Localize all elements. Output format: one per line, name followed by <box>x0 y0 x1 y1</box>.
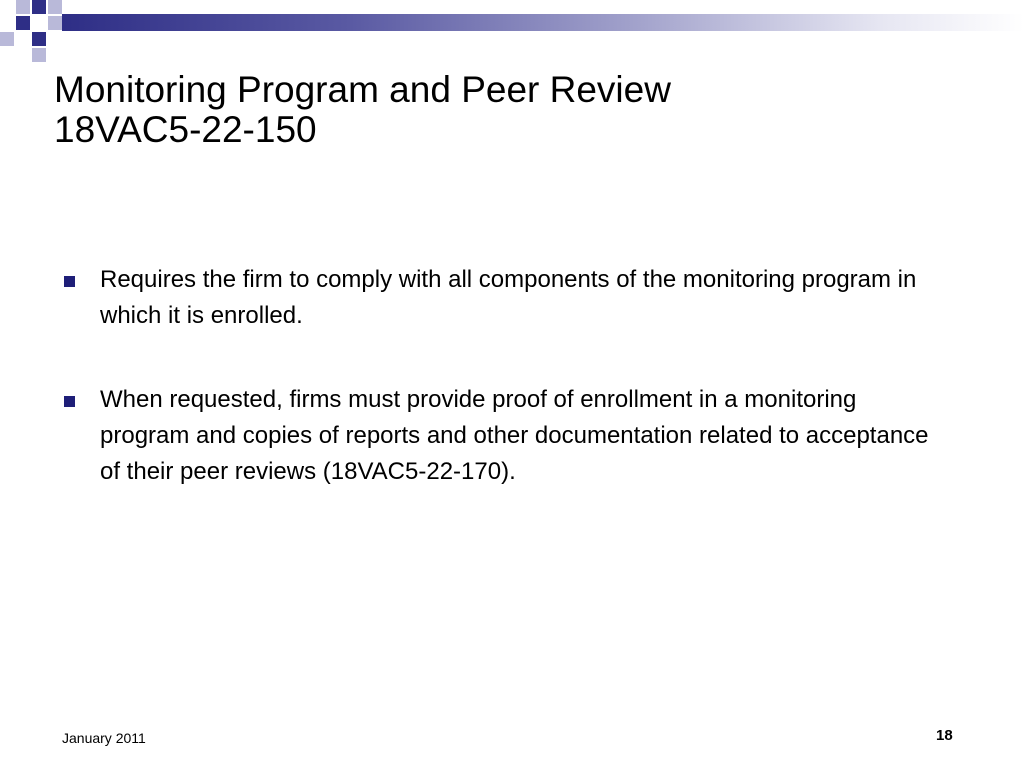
square-bullet-icon <box>64 396 75 407</box>
decor-square <box>16 16 30 30</box>
decor-square <box>48 0 62 14</box>
decor-square <box>0 32 14 46</box>
bullet-text: When requested, firms must provide proof of enrollment in a monitoring program and copies of reports and other documentation related to acceptance of their peer reviews (18VAC5-22-170). <box>100 386 929 485</box>
decor-square <box>32 32 46 46</box>
bullet-item <box>62 262 942 334</box>
square-bullet-icon <box>64 276 75 287</box>
page-number: 18 <box>936 727 953 744</box>
bullet-text: Requires the firm to comply with all components of the monitoring program in which it is enrolled. <box>100 266 917 329</box>
slide-title <box>54 70 954 150</box>
bullet-item <box>62 382 942 490</box>
header-gradient-band <box>62 14 1024 31</box>
decor-square <box>32 0 46 14</box>
bullet-list <box>62 262 942 538</box>
decor-square <box>16 0 30 14</box>
decor-square <box>48 16 62 30</box>
decor-square <box>32 48 46 62</box>
slide-title-line-2: 18VAC5-22-150 <box>54 109 317 150</box>
footer-date: January 2011 <box>62 730 146 746</box>
slide-title-line-1: Monitoring Program and Peer Review <box>54 69 671 110</box>
